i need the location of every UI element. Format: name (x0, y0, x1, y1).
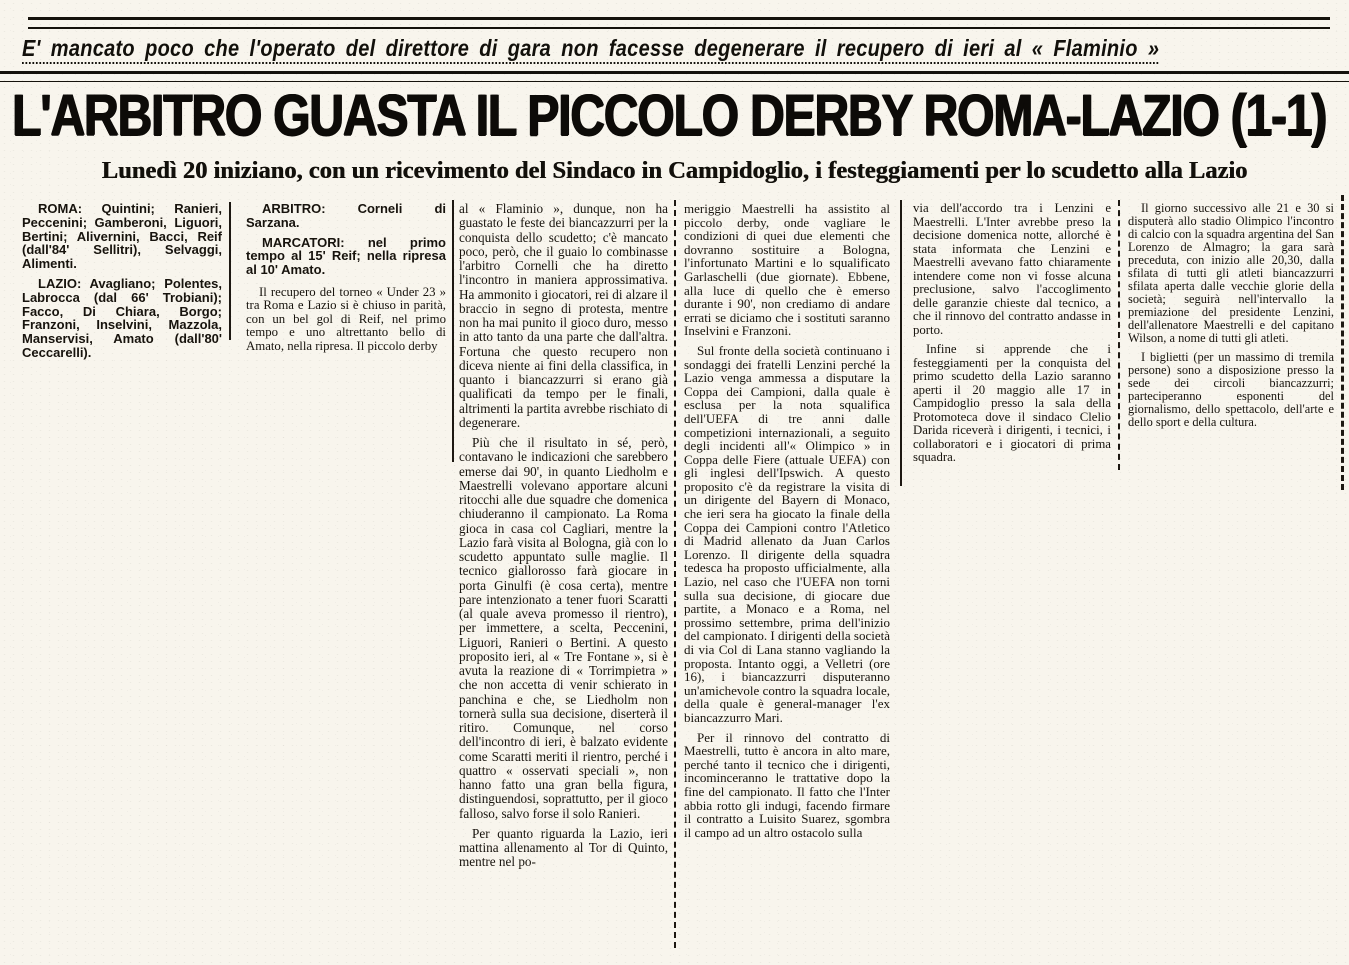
page-right-edge-marks (1341, 195, 1344, 490)
sub-headline: Lunedì 20 iniziano, con un ricevimento del Sindaco in Campidoglio, i festeggiamenti per lo scudetto alla Lazio (101, 157, 1248, 184)
article-paragraph: Per quanto riguarda la Lazio, ieri mattina allenamento al Tor di Quinto, mentre nel po- (459, 825, 668, 870)
column-divider-5 (1118, 200, 1122, 470)
article-paragraph: Infine si apprende che i festeggiamenti per la conquista del primo scudetto della Lazio saranno aperti il 20 maggio alle 17 in Campidoglio presso la sala della Protomoteca dove il sindaco Clelio Darida riceverà i dirigenti, i tecnici, i collaboratori e i giocatori di prima squadra. (913, 342, 1111, 464)
column-divider-4 (900, 200, 902, 486)
top-double-rule (28, 17, 1330, 29)
article-paragraph: al « Flaminio », dunque, non ha guastato le feste dei biancazzurri per la conquista dello scudetto; c'è mancato poco, però, che il guaio lo combinasse l'arbitro Cornelli che ha diretto l'incontro in maniera approssimativa. Ha ammonito i giocatori, rei di alzare il braccio in segno di protesta, mentre non ha mai punito il gioco duro, messo in atto tanto da una parte che dall'altra. Fortuna che questo recupero non diceva niente ai fini della classifica, in quanto i biancazzurri si erano già qualificati da tempo per le finali, altrimenti la partita avrebbe rischiato di degenerare. (459, 201, 668, 430)
article-paragraph: I biglietti (per un massimo di tremila persone) sono a disposizione presso la sede dei circoli biancazzurri; parteciperanno esponenti del giornalismo, dello spettacolo, dell'arte e dello sport e della cultura. (1128, 350, 1334, 429)
column-match-info (246, 202, 446, 359)
article-paragraph: Per il rinnovo del contratto di Maestrelli, tutto è ancora in alto mare, perché tanto il tecnico che i dirigenti, incominceranno le trattative dopo la fine del campionato. Il fatto che l'Inter abbia rotto gli indugi, facendo firmare il contratto a Luisito Suarez, sgombra il campo ad un altro ostacolo sulla (684, 729, 890, 840)
column-lineups (22, 202, 222, 366)
referee-line: ARBITRO: Corneli di Sarzana. (246, 201, 446, 230)
article-paragraph: meriggio Maestrelli ha assistito al piccolo derby, onde vagliare le condizioni di quei due elementi che dovranno sostituire a Bologna, l'infortunato Martini e lo squalificato Garlaschelli (due giornate). Ebbene, alla luce di quello che è emerso durante i 90', non crediamo di andare errati se diciamo che i sostituti saranno Inselvini e Franzoni. (684, 201, 890, 339)
column-divider-1 (229, 202, 231, 340)
article-paragraph: via dell'accordo tra i Lenzini e Maestrelli. L'Inter avrebbe preso la decisione domenica notte, allorché è stata informata che Lenzini e Maestrelli avevano fatto chiaramente intendere come non vi fosse alcuna preclusione, salvo l'accoglimento delle garanzie chieste dal tecnico, a che il rinnovo del contratto andasse in porto. (913, 201, 1111, 337)
article-paragraph: Più che il risultato in sé, però, contavano le indicazioni che sarebbero emerse dai 90', in quanto Liedholm e Maestrelli volevano apportare alcuni ritocchi alle due squadre che domenica chiuderanno il campionato. La Roma gioca in casa col Cagliari, mentre la Lazio farà visita al Bologna, già con lo scudetto appuntato sulle maglie. Il tecnico giallorosso farà giocare in porta Ginulfi (è cosa certa), mentre pare intenzionato a tener fuori Scaratti (al quale aveva promesso il rientro), per immettere, a scelta, Peccenini, Liguori, Ranieri o Bertini. A questo proposito ieri, al « Tre Fontane », si è avuta la reazione di « Torrimpietra » che non accetta di venir schierato in panchina e che, se Liedholm non tornerà sulla sua decisione, diserterà il ritiro. Comunque, nel corso dell'incontro di ieri, è balzato evidente come Scaratti meriti il rientro, perché i quattro « osservati speciali », non hanno fatto una gran bella figura, distinguendosi, soprattutto, per il gioco falloso, salvo forse il solo Ranieri. (459, 435, 668, 821)
column-6 (1128, 202, 1334, 435)
column-divider-2 (452, 200, 454, 462)
roma-lineup: ROMA: Quintini; Ranieri, Peccenini; Gamberoni, Liguori, Bertini; Alivernini, Bacci, Reif (dall'84' Sellitri), Selvaggi, Alimenti. (22, 201, 222, 272)
column-divider-3 (674, 200, 678, 948)
mid-double-rule (0, 71, 1349, 82)
main-headline: L'ARBITRO GUASTA IL PICCOLO DERBY ROMA-LAZIO (1-1) (12, 83, 1327, 148)
kicker-headline: E' mancato poco che l'operato del direttore di gara non facesse degenerare il recupero di ieri al « Flaminio » (22, 35, 1160, 61)
article-paragraph: Il giorno successivo alle 21 e 30 si disputerà allo stadio Olimpico l'incontro di calcio con la squadra argentina del San Lorenzo de Almagro; la gara sarà preceduta, con inizio alle 20,30, dalla sfilata di tutti gli atleti biancazzurri sfilata aperta dalle vecchie glorie della società; seguirà nell'intervallo la premiazione del presidente Lenzini, dell'allenatore Maestrelli e del capitano Wilson, a nome di tutti gli atleti. (1128, 201, 1334, 345)
column-5 (913, 202, 1111, 471)
column-4 (684, 202, 890, 845)
article-paragraph: Sul fronte della società continuano i sondaggi dei fratelli Lenzini perché la Lazio venga ammessa a disputare la Coppa dei Campioni, dalla quale è esclusa per la nota squalifica dell'UEFA di tre anni dalle competizioni internazionali, a seguito degli incidenti all'« Olimpico » in Coppa delle Fiere (attuale UEFA) con gli inglesi dell'Ipswich. A questo proposito c'è da registrare la visita di un dirigente del Bayern di Monaco, che ieri sera ha giocato la finale della Coppa dei Campioni contro l'Atletico di Madrid allenato da Juan Carlos Lorenzo. Il dirigente della squadra tedesca ha proposto ufficialmente, alla Lazio, nel caso che l'UEFA non torni sulla sua decisione, di giocare due partite, a Monaco e a Roma, nel prossimo settembre, prima dell'inizio del campionato. I dirigenti della società di via Col di Lana stanno vagliando la proposta. Intanto oggi, a Velletri (ore 16), i biancazzurri disputeranno un'amichevole contro la squadra locale, della quale è general-manager l'ex biancazzurro Mari. (684, 342, 890, 725)
scorers-line: MARCATORI: nel primo tempo al 15' Reif; nella ripresa al 10' Amato. (246, 234, 446, 278)
lazio-lineup: LAZIO: Avagliano; Polentes, Labrocca (dal 66' Trobiani); Facco, Di Chiara, Borgo; Franzoni, Inselvini, Mazzola, Manservisi, Amato (dall'80' Ceccarelli). (22, 275, 222, 360)
column-3 (459, 202, 668, 876)
article-paragraph: Il recupero del torneo « Under 23 » tra Roma e Lazio si è chiuso in parità, con un bel gol di Reif, nel primo tempo e uno altrettanto bello di Amato, nella ripresa. Il piccolo derby (246, 284, 446, 353)
